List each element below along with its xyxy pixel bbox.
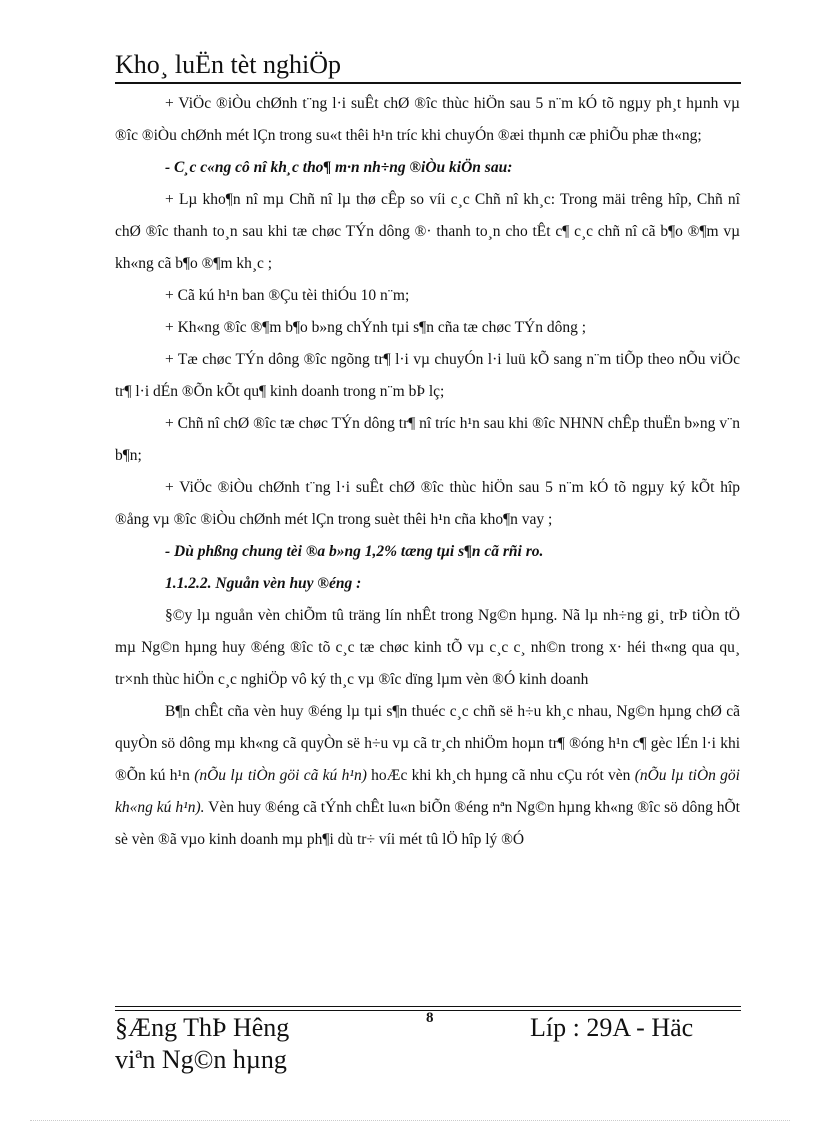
- page-edge: [30, 1120, 790, 1121]
- italic-note: (nÕu lµ tiÒn göi kh«ng kú h¹n).: [115, 767, 740, 816]
- paragraph-text: Vèn huy ®éng cã tÝnh chÊt lu«n biÕn ®éng nªn Ng©n hµng kh«ng ®îc sö dông hÕt sè vèn ®ã vµo kinh doanh mµ ph¶i dù tr÷ víi mét tû lÖ hîp lý ®Ó: [115, 799, 740, 848]
- paragraph: + Kh«ng ®îc ®¶m b¶o b»ng chÝnh tµi s¶n cña tæ chøc TÝn dông ;: [165, 319, 587, 336]
- section-heading: - C¸c c«ng cô nî kh¸c tho¶ m·n nh÷ng ®iÒu kiÖn sau:: [165, 159, 513, 176]
- paragraph: + ViÖc ®iÒu chØnh t¨ng l·i suÊt chØ ®îc thùc hiÖn sau 5 n¨m kÓ tõ ngµy ký kÕt hîp ®ång vµ ®îc ®iÒu chØnh mét lÇn trong suèt thêi h¹n cña kho¶n vay ;: [115, 479, 740, 528]
- paragraph: + Chñ nî chØ ®îc tæ chøc TÝn dông tr¶ nî tríc h¹n sau khi ®îc NHNN chÊp thuËn b»ng v¨n b¶n;: [115, 415, 740, 464]
- paragraph: + ViÖc ®iÒu chØnh t¨ng l·i suÊt chØ ®îc thùc hiÖn sau 5 n¨m kÓ tõ ngµy ph¸t hµnh vµ ®îc ®iÒu chØnh mét lÇn trong su«t thêi h¹n tríc khi chuyÓn ®æi thµnh cæ phiÕu phæ th«ng;: [115, 95, 740, 144]
- footer-class: Líp : 29A - Häc: [530, 1013, 694, 1042]
- footer-author: §Æng ThÞ Hêng viªn Ng©n hµng: [115, 1013, 290, 1074]
- italic-note: (nÕu lµ tiÒn göi cã kú h¹n): [194, 767, 367, 784]
- document-header: Kho¸ luËn tèt nghiÖp: [115, 50, 342, 79]
- paragraph-text: hoÆc khi kh¸ch hµng cã nhu cÇu rót vèn: [366, 767, 635, 784]
- paragraph: [115, 696, 740, 856]
- page-number: 8: [426, 1010, 434, 1026]
- header-rule: [115, 82, 741, 84]
- section-heading: - Dù phßng chung tèi ®a b»ng 1,2% tæng tµi s¶n cã rñi ro.: [165, 543, 544, 560]
- paragraph: + Cã kú h¹n ban ®Çu tèi thiÓu 10 n¨m;: [165, 287, 410, 304]
- paragraph: §©y lµ nguån vèn chiÕm tû träng lín nhÊt trong Ng©n hµng. Nã lµ nh÷ng gi¸ trÞ tiÒn tÖ mµ Ng©n hµng huy ®éng ®îc tõ c¸c tæ chøc kinh tÕ vµ c¸c c¸ nh©n trong x· héi th«ng qua qu¸ tr×nh thùc hiÖn c¸c nghiÖp vô ký th¸c vµ ®îc dïng lµm vèn ®Ó kinh doanh: [115, 607, 740, 688]
- document-body: [115, 88, 740, 856]
- subsection-heading: 1.1.2.2. Nguån vèn huy ®éng :: [165, 575, 362, 592]
- footer-rule: [115, 1006, 741, 1007]
- paragraph: + Tæ chøc TÝn dông ®îc ngõng tr¶ l·i vµ chuyÓn l·i luü kÕ sang n¨m tiÕp theo nÕu viÖc tr¶ l·i dÉn ®Õn kÕt qu¶ kinh doanh trong n¨m bÞ lç;: [115, 351, 740, 400]
- paragraph: + Lµ kho¶n nî mµ Chñ nî lµ thø cÊp so víi c¸c Chñ nî kh¸c: Trong mäi trêng hîp, Chñ nî chØ ®îc thanh to¸n sau khi tæ chøc TÝn dông ®· thanh to¸n cho tÊt c¶ c¸c chñ nî cã b¶o ®¶m vµ kh«ng cã b¶o ®¶m kh¸c ;: [115, 191, 740, 272]
- paragraph-text: B¶n chÊt cña vèn huy ®éng lµ tµi s¶n thuéc c¸c chñ së h÷u kh¸c nhau, Ng©n hµng chØ cã quyÒn sö dông mµ kh«ng cã quyÒn së h÷u vµ cã tr¸ch nhiÖm hoµn tr¶ ®óng h¹n c¶ gèc lÉn l·i khi ®Õn kú h¹n: [115, 703, 740, 784]
